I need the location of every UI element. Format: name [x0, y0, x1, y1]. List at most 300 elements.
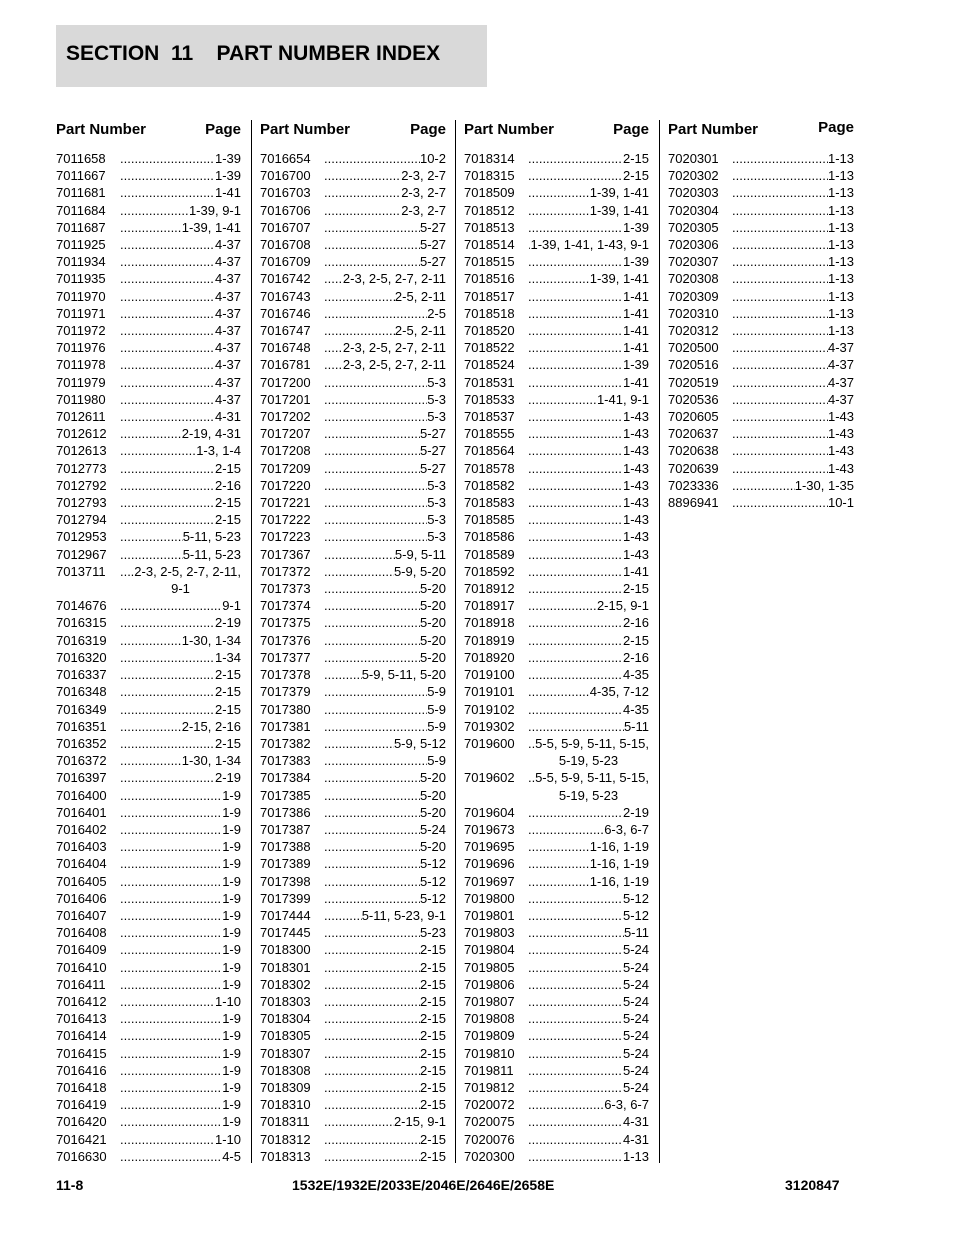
part-number: 7014676	[56, 598, 107, 614]
index-entry	[668, 288, 854, 305]
page-value: 1-34	[214, 649, 241, 665]
index-entry	[260, 1079, 446, 1096]
index-entry	[464, 683, 649, 700]
page-reference	[528, 597, 649, 614]
index-entry	[464, 511, 649, 528]
dot-leader	[120, 391, 215, 408]
index-entry	[464, 855, 649, 872]
dot-leader	[528, 477, 623, 494]
page-reference	[120, 1113, 241, 1130]
page-value: 1-39	[214, 168, 241, 184]
page-reference	[324, 804, 446, 821]
page-value: 5-20	[419, 787, 446, 803]
part-number: 7019801	[464, 907, 515, 923]
page-reference	[528, 1096, 649, 1113]
part-number: 7011935	[56, 271, 106, 287]
page-reference	[528, 769, 649, 803]
page-reference	[324, 649, 446, 666]
dot-leader	[120, 546, 183, 563]
index-entry	[668, 150, 854, 167]
page-reference	[120, 787, 241, 804]
index-entry	[260, 219, 446, 236]
part-number: 7020309	[668, 288, 719, 304]
page-reference	[120, 924, 241, 941]
page-reference	[120, 374, 241, 391]
page-value: 5-20	[419, 649, 446, 665]
index-entry	[464, 718, 649, 735]
part-number: 7016406	[56, 890, 107, 906]
index-entry	[260, 787, 446, 804]
index-entry	[464, 167, 649, 184]
page-reference	[528, 356, 649, 373]
index-entry	[56, 305, 241, 322]
page-reference	[528, 305, 649, 322]
index-entry	[56, 924, 241, 941]
page-reference	[732, 167, 854, 184]
part-number: 7019804	[464, 942, 515, 958]
page-value: 5-20	[419, 632, 446, 648]
page-reference	[528, 993, 649, 1010]
page-value: 4-37	[214, 340, 241, 356]
part-number: 7018308	[260, 1062, 311, 1078]
dot-leader	[120, 1131, 215, 1148]
page-reference	[324, 442, 446, 459]
dot-leader	[120, 787, 222, 804]
part-number: 7016703	[260, 185, 311, 201]
page-value: 5-24	[622, 976, 649, 992]
page-reference	[324, 666, 446, 683]
index-entry	[260, 322, 446, 339]
page-value: 1-39, 1-41	[589, 202, 649, 218]
part-number: 7018589	[464, 546, 515, 562]
page-reference	[732, 477, 854, 494]
index-entry	[260, 890, 446, 907]
page-value: 5-12	[419, 890, 446, 906]
dot-leader	[324, 804, 420, 821]
dot-leader	[528, 202, 590, 219]
page-reference	[120, 597, 241, 614]
index-entry	[56, 890, 241, 907]
part-number-header: Part Number	[56, 121, 147, 138]
part-number: 7018314	[464, 151, 515, 166]
part-number: 7018307	[260, 1045, 311, 1061]
dot-leader	[324, 1131, 420, 1148]
dot-leader	[528, 769, 535, 786]
page-reference	[120, 511, 241, 528]
dot-leader	[528, 167, 623, 184]
part-number: 7020075	[464, 1114, 515, 1130]
page-value-continued: 9-1	[171, 581, 190, 597]
page-reference	[120, 1027, 241, 1044]
page-reference	[120, 855, 241, 872]
dot-leader	[732, 219, 828, 236]
part-number: 7017389	[260, 856, 311, 872]
page-reference	[528, 1079, 649, 1096]
page-value: 5-11, 5-23	[182, 546, 241, 562]
index-entry	[260, 804, 446, 821]
page-reference	[120, 167, 241, 184]
dot-leader	[528, 563, 623, 580]
page-reference	[120, 494, 241, 511]
page-value: 1-41	[622, 563, 649, 579]
index-entry	[464, 202, 649, 219]
page-value: 5-11, 5-23	[182, 529, 241, 545]
page-value: 2-15	[419, 1097, 446, 1113]
page-reference	[120, 184, 241, 201]
dot-leader	[324, 1079, 420, 1096]
dot-leader	[120, 701, 215, 718]
page-value: 1-9	[222, 1045, 241, 1061]
index-entry	[56, 873, 241, 890]
dot-leader	[120, 976, 222, 993]
part-number: 7013711	[56, 563, 106, 579]
part-number: 7011667	[56, 168, 106, 184]
dot-leader	[528, 580, 623, 597]
dot-leader	[732, 236, 828, 253]
page-value: 1-39	[622, 254, 649, 270]
page-value: 2-16	[214, 477, 241, 493]
part-number: 7017377	[260, 649, 311, 665]
index-entry	[56, 683, 241, 700]
index-entry	[260, 494, 446, 511]
index-entry	[464, 150, 649, 167]
page-value: 1-39, 1-41	[181, 219, 241, 235]
index-entry	[260, 683, 446, 700]
page-reference	[528, 528, 649, 545]
dot-leader	[528, 270, 590, 287]
part-number: 7016413	[56, 1011, 107, 1027]
column-divider	[251, 120, 252, 1163]
dot-leader	[324, 511, 427, 528]
page-reference	[528, 546, 649, 563]
index-entry	[56, 288, 241, 305]
page-value: 1-10	[214, 1131, 241, 1147]
page-reference	[120, 821, 241, 838]
dot-leader	[732, 425, 828, 442]
page-reference	[324, 1096, 446, 1113]
dot-leader	[528, 356, 623, 373]
page-value: .2-3, 2-5, 2-7, 2-11,	[130, 563, 241, 579]
index-entry	[56, 184, 241, 201]
dot-leader	[324, 701, 427, 718]
page-reference	[120, 1079, 241, 1096]
dot-leader	[528, 718, 624, 735]
dot-leader	[120, 873, 222, 890]
page-value: 4-37	[214, 237, 241, 253]
index-entry	[260, 442, 446, 459]
page-value: 1-41	[214, 185, 241, 201]
dot-leader	[120, 442, 196, 459]
page-reference	[732, 356, 854, 373]
index-entry	[56, 528, 241, 545]
page-reference	[324, 976, 446, 993]
page-value: 1-13	[827, 151, 854, 166]
dot-leader	[732, 167, 828, 184]
part-number: 7018531	[464, 374, 515, 390]
index-entry	[260, 1027, 446, 1044]
dot-leader	[120, 563, 131, 580]
index-entry	[56, 408, 241, 425]
dot-leader	[120, 924, 222, 941]
dot-leader	[528, 924, 624, 941]
page-value: 1-9	[222, 942, 241, 958]
page-value: 1-43	[622, 409, 649, 425]
index-rows	[260, 150, 446, 1165]
index-entry	[464, 563, 649, 580]
part-number: 7019806	[464, 976, 515, 992]
index-entry	[464, 632, 649, 649]
dot-leader	[528, 1148, 623, 1165]
index-entry	[464, 1062, 649, 1079]
page-value: 5-9, 5-12	[393, 735, 446, 751]
index-entry	[668, 477, 854, 494]
dot-leader	[324, 1045, 420, 1062]
index-entry	[464, 528, 649, 545]
part-number: 7016337	[56, 667, 107, 683]
page-value: 1-41	[622, 323, 649, 339]
index-entry	[56, 425, 241, 442]
page-reference	[120, 477, 241, 494]
page-value: 1-13	[827, 305, 854, 321]
part-number: 7017223	[260, 529, 311, 545]
page-value: 1-13	[827, 185, 854, 201]
part-number: 7011684	[56, 202, 106, 218]
index-entry	[260, 460, 446, 477]
dot-leader	[528, 494, 623, 511]
dot-leader	[324, 546, 395, 563]
page-value: 2-19	[622, 804, 649, 820]
index-entry	[260, 511, 446, 528]
index-entry	[56, 202, 241, 219]
column-header	[668, 118, 854, 150]
dot-leader	[324, 1148, 420, 1165]
page-reference	[120, 1131, 241, 1148]
page-reference	[324, 356, 446, 373]
part-number: 7016402	[56, 821, 107, 837]
dot-leader	[120, 167, 215, 184]
dot-leader	[528, 1027, 623, 1044]
part-number: 7018582	[464, 477, 515, 493]
dot-leader	[732, 477, 795, 494]
part-number: 7011980	[56, 391, 106, 407]
dot-leader	[528, 150, 623, 167]
part-number: 7017378	[260, 667, 311, 683]
index-entry	[260, 1148, 446, 1165]
page-reference	[732, 408, 854, 425]
dot-leader	[120, 253, 215, 270]
page-value: 5-20	[419, 598, 446, 614]
index-entry	[260, 976, 446, 993]
index-entry	[668, 236, 854, 253]
page-value: 1-9	[222, 856, 241, 872]
part-number: 7019100	[464, 667, 515, 683]
index-entry	[56, 804, 241, 821]
page-value: 5-3	[427, 391, 446, 407]
index-entry	[464, 219, 649, 236]
dot-leader	[324, 614, 420, 631]
dot-leader	[324, 959, 420, 976]
index-entry	[260, 632, 446, 649]
page-value: 1-13	[827, 219, 854, 235]
page-value: 5-9	[427, 753, 446, 769]
page-reference	[528, 511, 649, 528]
page-reference	[120, 683, 241, 700]
page-reference	[120, 1010, 241, 1027]
index-entry	[668, 184, 854, 201]
index-entry	[464, 735, 649, 769]
part-number: 7018315	[464, 168, 515, 184]
part-number: 7012611	[56, 409, 106, 425]
dot-leader	[528, 528, 623, 545]
page-reference	[528, 442, 649, 459]
dot-leader	[120, 1010, 222, 1027]
dot-leader	[120, 150, 215, 167]
page-value: 5-27	[419, 254, 446, 270]
index-entry	[464, 253, 649, 270]
dot-leader	[732, 391, 828, 408]
index-entry	[56, 735, 241, 752]
dot-leader	[732, 322, 828, 339]
page-value: 2-5, 2-11	[394, 288, 446, 304]
dot-leader	[120, 356, 215, 373]
page-value: 1-43	[827, 409, 854, 425]
part-number: 7019811	[464, 1062, 514, 1078]
dot-leader	[120, 528, 183, 545]
part-number: 7012953	[56, 529, 107, 545]
dot-leader	[528, 873, 590, 890]
page-value: 1-9	[222, 959, 241, 975]
page-reference	[528, 873, 649, 890]
dot-leader	[120, 649, 215, 666]
index-entry	[464, 1010, 649, 1027]
index-entry	[668, 425, 854, 442]
page-value: 1-13	[827, 254, 854, 270]
part-number: 7017381	[260, 718, 311, 734]
page-reference	[120, 305, 241, 322]
part-number: 7020304	[668, 202, 719, 218]
column-header	[464, 118, 649, 150]
page-reference	[324, 597, 446, 614]
part-number: 7018514	[464, 237, 515, 253]
index-entry	[56, 1027, 241, 1044]
dot-leader	[732, 339, 828, 356]
page-value: 2-15	[419, 1131, 446, 1147]
index-entry	[56, 374, 241, 391]
page-reference	[324, 752, 446, 769]
dot-leader	[528, 907, 623, 924]
page-value: 1-13	[827, 168, 854, 184]
page-value: 4-35, 7-12	[589, 684, 649, 700]
dot-leader	[120, 322, 215, 339]
part-number: 7018537	[464, 409, 515, 425]
index-entry	[464, 270, 649, 287]
page-value: 2-16	[622, 649, 649, 665]
part-number: 7020639	[668, 460, 719, 476]
part-number: 7011970	[56, 288, 106, 304]
part-number: 7020516	[668, 357, 719, 373]
page-reference	[324, 683, 446, 700]
index-entry	[260, 993, 446, 1010]
part-number: 7020076	[464, 1131, 515, 1147]
index-entry	[56, 632, 241, 649]
part-number: 7016410	[56, 959, 107, 975]
dot-leader	[324, 167, 401, 184]
part-number: 7012793	[56, 495, 107, 511]
page-value: 1-9	[222, 1114, 241, 1130]
dot-leader	[120, 752, 182, 769]
page-value: 1-9	[222, 821, 241, 837]
page-value: 5-27	[419, 237, 446, 253]
page-reference	[324, 460, 446, 477]
dot-leader	[324, 288, 395, 305]
page-value: 1-41	[622, 374, 649, 390]
index-entry	[56, 1096, 241, 1113]
index-entry	[260, 1010, 446, 1027]
dot-leader	[528, 959, 623, 976]
page-value: 4-35	[622, 701, 649, 717]
index-entry	[464, 236, 649, 253]
page-value: 5-12	[419, 856, 446, 872]
page-reference	[324, 270, 446, 287]
page-value: 1-41	[622, 288, 649, 304]
page-value: 5-24	[622, 942, 649, 958]
page-value: 1-30, 1-34	[181, 753, 241, 769]
part-number: 7019812	[464, 1079, 515, 1095]
page-value: 5-3	[427, 374, 446, 390]
page-reference	[528, 683, 649, 700]
page-value: 1-43	[827, 426, 854, 442]
index-entry	[464, 941, 649, 958]
index-entry	[260, 546, 446, 563]
part-number: 7017375	[260, 615, 311, 631]
index-entry	[56, 649, 241, 666]
page-reference	[732, 253, 854, 270]
dot-leader	[120, 890, 222, 907]
part-number: 7019101	[464, 684, 515, 700]
page-reference	[324, 1148, 446, 1165]
part-number: 7018918	[464, 615, 515, 631]
page-reference	[324, 408, 446, 425]
index-entry	[464, 614, 649, 631]
page-reference	[528, 614, 649, 631]
page-value: 1-39, 9-1	[188, 202, 241, 218]
page-reference	[528, 924, 649, 941]
index-entry	[260, 1113, 446, 1130]
page-value: 1-30, 1-35	[794, 477, 854, 493]
index-entry	[56, 941, 241, 958]
page-value-continued: 5-19, 5-23	[558, 753, 619, 769]
index-entry	[56, 769, 241, 786]
page-value: 5-9, 5-11	[394, 546, 446, 562]
part-number: 7016709	[260, 254, 311, 270]
page-reference	[120, 769, 241, 786]
page-reference	[528, 494, 649, 511]
dot-leader	[528, 890, 623, 907]
page-reference	[528, 649, 649, 666]
footer-model-list: 1532E/1932E/2033E/2046E/2646E/2658E	[292, 1177, 555, 1193]
index-entry	[260, 391, 446, 408]
page-value: 5-3	[427, 512, 446, 528]
page-reference	[120, 288, 241, 305]
dot-leader	[120, 597, 222, 614]
index-entry	[464, 959, 649, 976]
index-entry	[260, 580, 446, 597]
index-entry	[260, 253, 446, 270]
part-number: 7020307	[668, 254, 719, 270]
index-entry	[464, 821, 649, 838]
index-entry	[260, 907, 446, 924]
dot-leader	[324, 184, 401, 201]
